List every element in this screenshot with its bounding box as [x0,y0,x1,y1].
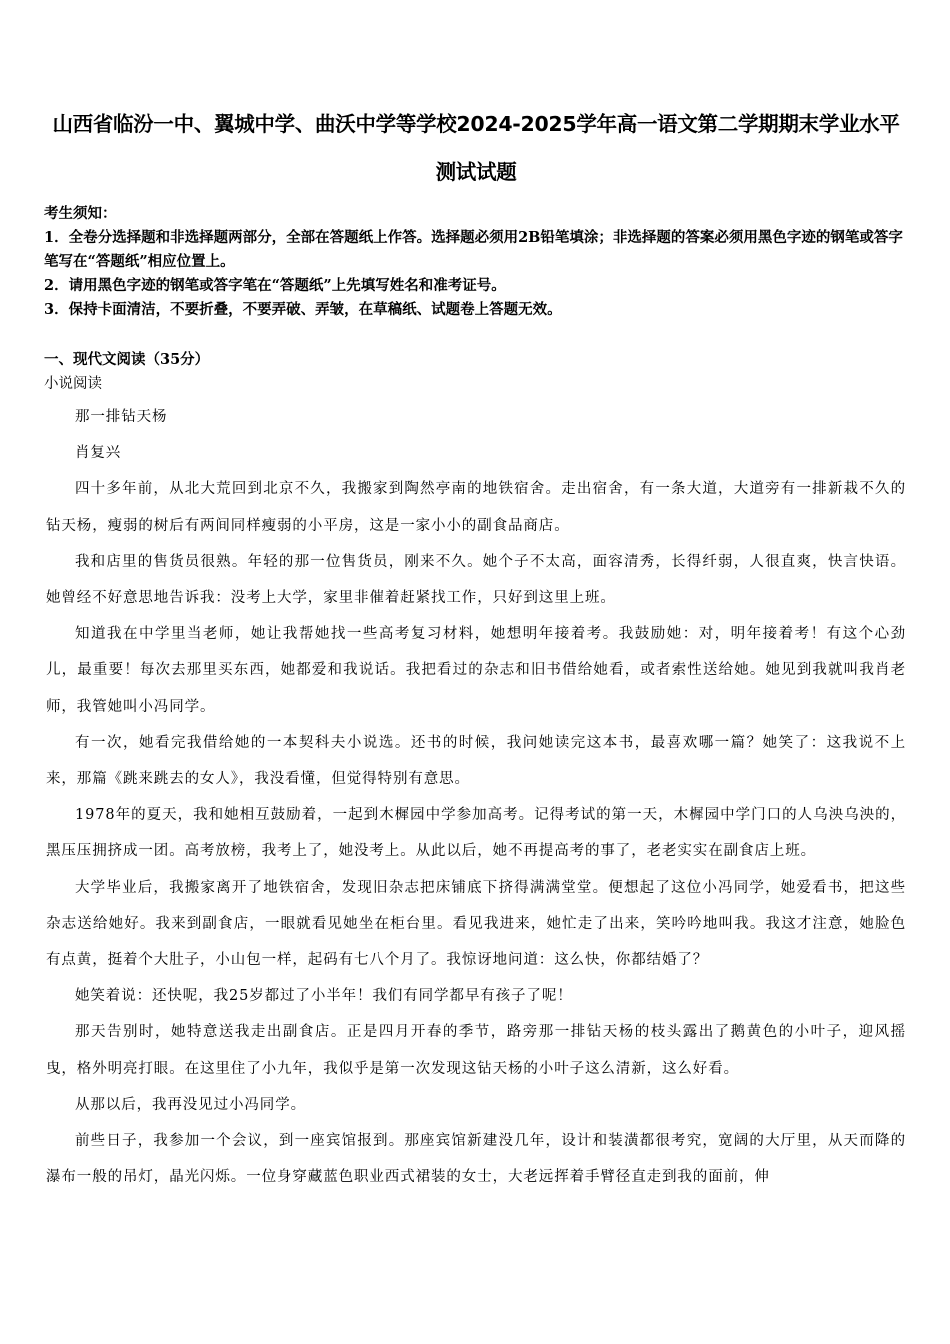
notice-item-2: 2．请用黑色字迹的钢笔或答字笔在“答题纸”上先填写姓名和准考证号。 [44,277,506,294]
candidate-notice [44,202,906,322]
story-body [46,399,906,1195]
story-paragraph: 那天告别时，她特意送我走出副食店。正是四月开春的季节，路旁那一排钻天杨的枝头露出了鹅黄色的小叶子，迎风摇曳，格外明亮打眼。在这里住了小九年，我似乎是第一次发现这钻天杨的小叶子这么清新，这么好看。 [46,1024,906,1077]
story-paragraph: 1978年的夏天，我和她相互鼓励着，一起到木樨园中学参加高考。记得考试的第一天，木樨园中学门口的人乌泱乌泱的，黑压压拥挤成一团。高考放榜，我考上了，她没考上。从此以后，她不再提高考的事了，老老实实在副食店上班。 [46,807,906,860]
story-title: 那一排钻天杨 [75,409,168,425]
story-paragraph: 我和店里的售货员很熟。年轻的那一位售货员，刚来不久。她个子不太高，面容清秀，长得纤弱，人很直爽，快言快语。她曾经不好意思地告诉我：没考上大学，家里非催着赶紧找工作，只好到这里上班。 [46,553,906,607]
story-author: 肖复兴 [75,445,122,462]
story-paragraph: 大学毕业后，我搬家离开了地铁宿舍，发现旧杂志把床铺底下挤得满满堂堂。便想起了这位小冯同学，她爱看书，把这些杂志送给她好。我来到副食店，一眼就看见她坐在柜台里。看见我进来，她忙走了出来，笑吟吟地叫我。我这才注意，她脸色有点黄，挺着个大肚子，小山包一样，起码有七八个月了。我惊讶地问道：这么快，你都结婚了？ [46,879,906,969]
story-paragraph: 从那以后，我再没见过小冯同学。 [75,1096,306,1113]
story-paragraph: 她笑着说：还快呢，我25岁都过了小半年！我们有同学都早有孩子了呢！ [75,988,573,1005]
exam-title: 山西省临汾一中、翼城中学、曲沃中学等学校2024-2025学年高一语文第二学期期末学业水平测试试题 [52,112,900,184]
story-paragraph: 四十多年前，从北大荒回到北京不久，我搬家到陶然亭南的地铁宿舍。走出宿舍，有一条大道，大道旁有一排新栽不久的钻天杨，瘦弱的树后有两间同样瘦弱的小平房，这是一家小小的副食品商店。 [46,481,906,534]
story-paragraph: 有一次，她看完我借给她的一本契科夫小说选。还书的时候，我问她读完这本书，最喜欢哪一篇？她笑了：这我说不上来，那篇《跳来跳去的女人》，我没看懂，但觉得特别有意思。 [46,734,906,788]
section-subheading: 小说阅读 [44,376,102,392]
exam-page [46,100,906,1195]
section-heading: 一、现代文阅读（35分） [44,351,210,368]
story-paragraph: 知道我在中学里当老师，她让我帮她找一些高考复习材料，她想明年接着考。我鼓励她：对，明年接着考！有这个心劲儿，最重要！每次去那里买东西，她都爱和我说话。我把看过的杂志和旧书借给她看，或者索性送给她。她见到我就叫我肖老师，我管她叫小冯同学。 [46,626,906,715]
notice-item-1: 1．全卷分选择题和非选择题两部分，全部在答题纸上作答。选择题必须用2B铅笔填涂；非选择题的答案必须用黑色字迹的钢笔或答字笔写在“答题纸”相应位置上。 [44,229,903,270]
notice-item-3: 3．保持卡面清洁，不要折叠，不要弄破、弄皱，在草稿纸、试题卷上答题无效。 [44,301,562,318]
notice-heading: 考生须知： [44,205,117,222]
story-paragraph: 前些日子，我参加一个会议，到一座宾馆报到。那座宾馆新建没几年，设计和装潢都很考究，宽阔的大厅里，从天而降的瀑布一般的吊灯，晶光闪烁。一位身穿藏蓝色职业西式裙装的女士，大老远挥着手臂径直走到我的面前，伸 [46,1133,906,1186]
